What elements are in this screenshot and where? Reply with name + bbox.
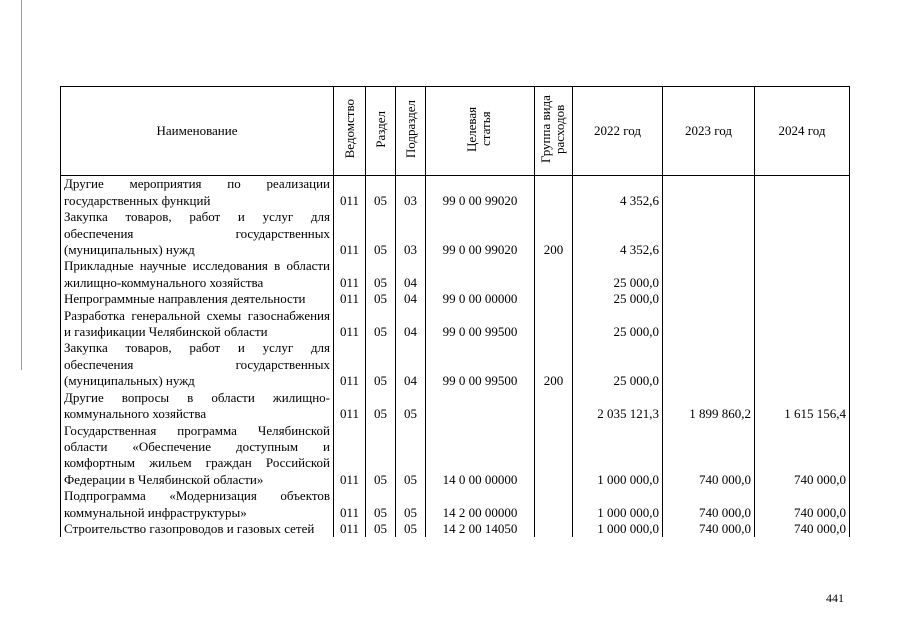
row-subsection: 04: [396, 291, 426, 307]
row-group: 200: [535, 340, 573, 389]
row-dept: 011: [334, 340, 366, 389]
row-group: [535, 176, 573, 209]
page-number: 441: [826, 591, 844, 605]
row-section: 05: [366, 258, 396, 291]
row-2024: [755, 258, 850, 291]
row-2024: 740 000,0: [755, 521, 850, 537]
row-section: 05: [366, 209, 396, 258]
row-2022: 4 352,6: [573, 176, 663, 209]
row-2023: 740 000,0: [663, 423, 755, 489]
row-subsection: 04: [396, 308, 426, 341]
row-subsection: 05: [396, 390, 426, 423]
row-section: 05: [366, 176, 396, 209]
row-target: 14 2 00 00000: [426, 488, 535, 521]
table-row: [61, 258, 850, 291]
row-section: 05: [366, 340, 396, 389]
row-dept: 011: [334, 258, 366, 291]
row-2024: [755, 308, 850, 341]
row-2023: 1 899 860,2: [663, 390, 755, 423]
row-2023: [663, 308, 755, 341]
row-section: 05: [366, 390, 396, 423]
row-dept: 011: [334, 488, 366, 521]
row-name: Прикладные научные исследования в области жилищно-коммунального хозяйства: [61, 258, 334, 291]
row-target: 14 0 00 00000: [426, 423, 535, 489]
row-group: [535, 488, 573, 521]
row-target: 99 0 00 99500: [426, 308, 535, 341]
row-2022: 25 000,0: [573, 291, 663, 307]
row-subsection: 05: [396, 521, 426, 537]
row-2023: 740 000,0: [663, 521, 755, 537]
table-row: [61, 291, 850, 307]
row-target: [426, 258, 535, 291]
row-name: Государственная программа Челябинской области «Обеспечение доступным и комфортным жильем граждан Российской Федерации в Челябинской области»: [61, 423, 334, 489]
row-2023: [663, 176, 755, 209]
row-name: Другие мероприятия по реализации государственных функций: [61, 176, 334, 209]
row-name: Закупка товаров, работ и услуг для обеспечения государственных (муниципальных) нужд: [61, 209, 334, 258]
header-2022: 2022 год: [573, 87, 663, 176]
row-2024: [755, 176, 850, 209]
page-edge-line: [21, 0, 22, 370]
row-2024: [755, 209, 850, 258]
row-dept: 011: [334, 291, 366, 307]
row-group: [535, 258, 573, 291]
row-2022: 1 000 000,0: [573, 488, 663, 521]
table-row: [61, 390, 850, 423]
row-section: 05: [366, 488, 396, 521]
row-group: 200: [535, 209, 573, 258]
row-2022: 25 000,0: [573, 308, 663, 341]
header-dept: Ведомство: [334, 87, 366, 176]
row-2023: [663, 291, 755, 307]
table-row: [61, 209, 850, 258]
row-section: 05: [366, 308, 396, 341]
row-section: 05: [366, 423, 396, 489]
row-2023: [663, 258, 755, 291]
row-name: Разработка генеральной схемы газоснабжения и газификации Челябинской области: [61, 308, 334, 341]
row-group: [535, 291, 573, 307]
row-dept: 011: [334, 521, 366, 537]
row-2023: [663, 209, 755, 258]
header-name: Наименование: [61, 87, 334, 176]
row-dept: 011: [334, 390, 366, 423]
row-subsection: 04: [396, 258, 426, 291]
row-name: Подпрограмма «Модернизация объектов коммунальной инфраструктуры»: [61, 488, 334, 521]
table-row: [61, 340, 850, 389]
row-group: [535, 423, 573, 489]
row-2022: 25 000,0: [573, 340, 663, 389]
row-name: Другие вопросы в области жилищно-коммунального хозяйства: [61, 390, 334, 423]
row-2024: [755, 340, 850, 389]
row-target: 99 0 00 00000: [426, 291, 535, 307]
row-target: 14 2 00 14050: [426, 521, 535, 537]
row-section: 05: [366, 521, 396, 537]
row-subsection: 03: [396, 209, 426, 258]
row-2023: [663, 340, 755, 389]
budget-table: [60, 86, 850, 537]
row-dept: 011: [334, 176, 366, 209]
row-name: Закупка товаров, работ и услуг для обеспечения государственных (муниципальных) нужд: [61, 340, 334, 389]
row-2024: 1 615 156,4: [755, 390, 850, 423]
row-group: [535, 308, 573, 341]
table-row: [61, 176, 850, 209]
table-row: [61, 521, 850, 537]
header-group: Группа вида расходов: [535, 87, 573, 176]
table-header-row: [61, 87, 850, 176]
table-row: [61, 423, 850, 489]
row-2022: 4 352,6: [573, 209, 663, 258]
row-target: 99 0 00 99020: [426, 209, 535, 258]
header-2023: 2023 год: [663, 87, 755, 176]
row-dept: 011: [334, 209, 366, 258]
row-group: [535, 390, 573, 423]
row-dept: 011: [334, 308, 366, 341]
header-2024: 2024 год: [755, 87, 850, 176]
row-target: 99 0 00 99020: [426, 176, 535, 209]
row-2022: 1 000 000,0: [573, 423, 663, 489]
row-subsection: 05: [396, 423, 426, 489]
header-subsection: Подраздел: [396, 87, 426, 176]
row-name: Строительство газопроводов и газовых сетей: [61, 521, 334, 537]
row-2024: 740 000,0: [755, 423, 850, 489]
row-2023: 740 000,0: [663, 488, 755, 521]
row-2024: [755, 291, 850, 307]
row-2022: 1 000 000,0: [573, 521, 663, 537]
table-row: [61, 488, 850, 521]
row-subsection: 05: [396, 488, 426, 521]
table-row: [61, 308, 850, 341]
row-2024: 740 000,0: [755, 488, 850, 521]
header-section: Раздел: [366, 87, 396, 176]
row-target: 99 0 00 99500: [426, 340, 535, 389]
row-2022: 2 035 121,3: [573, 390, 663, 423]
row-section: 05: [366, 291, 396, 307]
row-group: [535, 521, 573, 537]
row-target: [426, 390, 535, 423]
row-subsection: 03: [396, 176, 426, 209]
row-subsection: 04: [396, 340, 426, 389]
row-name: Непрограммные направления деятельности: [61, 291, 334, 307]
row-dept: 011: [334, 423, 366, 489]
header-target: Целевая статья: [426, 87, 535, 176]
row-2022: 25 000,0: [573, 258, 663, 291]
